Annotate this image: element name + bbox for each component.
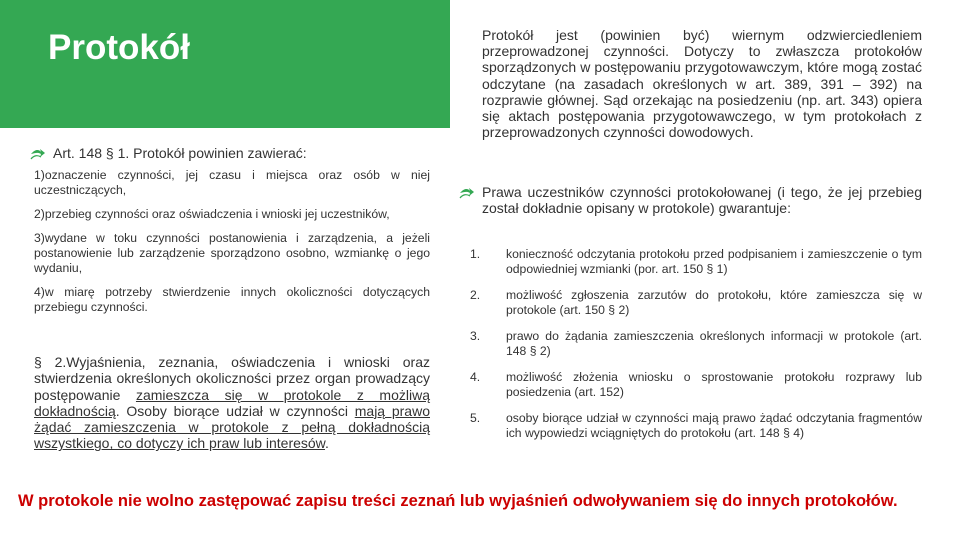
article-item: 1)oznaczenie czynności, jej czasu i miejsca oraz osób w niej uczestniczących, — [34, 168, 430, 197]
list-text: osoby biorące udział w czynności mają prawo żądać odczytania fragmentów ich wypowiedzi wciągniętych do protokołu (art. 148 § 4) — [506, 411, 922, 440]
footer-note: W protokole nie wolno zastępować zapisu treści zeznań lub wyjaśnień odwoływaniem się do innych protokołów. — [18, 492, 898, 510]
arrow-bullet-icon — [30, 148, 46, 160]
paragraph-2 — [34, 354, 430, 452]
paragraph-2-underlined: mają prawo żądać zamieszczenia w protokole z pełną dokładnością wszystkiego, co dotyczy ich praw lub interesów — [34, 402, 430, 452]
list-item — [470, 329, 922, 359]
list-number: 2. — [470, 288, 481, 302]
slide-title: Protokół — [48, 28, 190, 67]
article-header: Art. 148 § 1. Protokół powinien zawierać: — [53, 145, 307, 161]
article-item: 4)w miarę potrzeby stwierdzenie innych okoliczności dotyczących przebiegu czynności. — [34, 285, 430, 314]
protocol-intro: Protokół jest (powinien być) wiernym odzwierciedleniem przeprowadzonej czynności. Dotyczy to zwłaszcza protokołów sporządzonych w postępowaniu przygotowawczym, które mogą zostać odczytane (na zasadach określonych w art. 389, 391 – 392) na rozprawie głównej. Sąd orzekając na posiedzeniu (np. art. 343) opiera się aktach postępowania przygotowawczego, w tym protokołach z przeprowadzonych czynności dowodowych. — [482, 27, 922, 141]
list-number: 4. — [470, 370, 481, 384]
article-item: 2)przebieg czynności oraz oświadczenia i wnioski jej uczestników, — [34, 207, 390, 221]
article-item: 3)wydane w toku czynności postanowienia i zarządzenia, a jeżeli postanowienie lub zarządzenie sporządzono osobno, wzmiankę o jego wydaniu, — [34, 231, 430, 275]
list-text: konieczność odczytania protokołu przed podpisaniem i zamieszczenie o tym odpowiedniej wzmianki (por. art. 150 § 1) — [506, 247, 922, 276]
paragraph-2-underlined: zamieszcza się w protokole z możliwą dokładnością — [34, 386, 430, 419]
rights-list — [470, 247, 922, 452]
paragraph-2-text: . — [325, 435, 329, 452]
title-band — [0, 0, 450, 128]
list-text: możliwość złożenia wniosku o sprostowanie protokołu rozprawy lub posiedzenia (art. 152) — [506, 370, 922, 399]
list-number: 1. — [470, 247, 481, 261]
paragraph-2-text: § 2.Wyjaśnienia, zeznania, oświadczenia i wnioski oraz stwierdzenia określonych okoliczności przez organ prowadzący postępowanie — [34, 354, 430, 403]
list-item — [470, 411, 922, 441]
list-number: 3. — [470, 329, 481, 343]
list-text: możliwość zgłoszenia zarzutów do protokołu, które zamieszcza się w protokole (art. 150 § 2) — [506, 288, 922, 317]
arrow-bullet-icon — [459, 187, 475, 199]
paragraph-2-text: . Osoby biorące udział w czynności — [115, 402, 355, 419]
article-items — [34, 168, 430, 324]
list-item — [470, 288, 922, 318]
list-item — [470, 247, 922, 277]
list-item — [470, 370, 922, 400]
list-number: 5. — [470, 411, 481, 425]
rights-header: Prawa uczestników czynności protokołowanej (i tego, że jej przebieg został dokładnie opisany w protokole) gwarantuje: — [482, 184, 922, 217]
list-text: prawo do żądania zamieszczenia określonych informacji w protokole (art. 148 § 2) — [506, 329, 922, 358]
